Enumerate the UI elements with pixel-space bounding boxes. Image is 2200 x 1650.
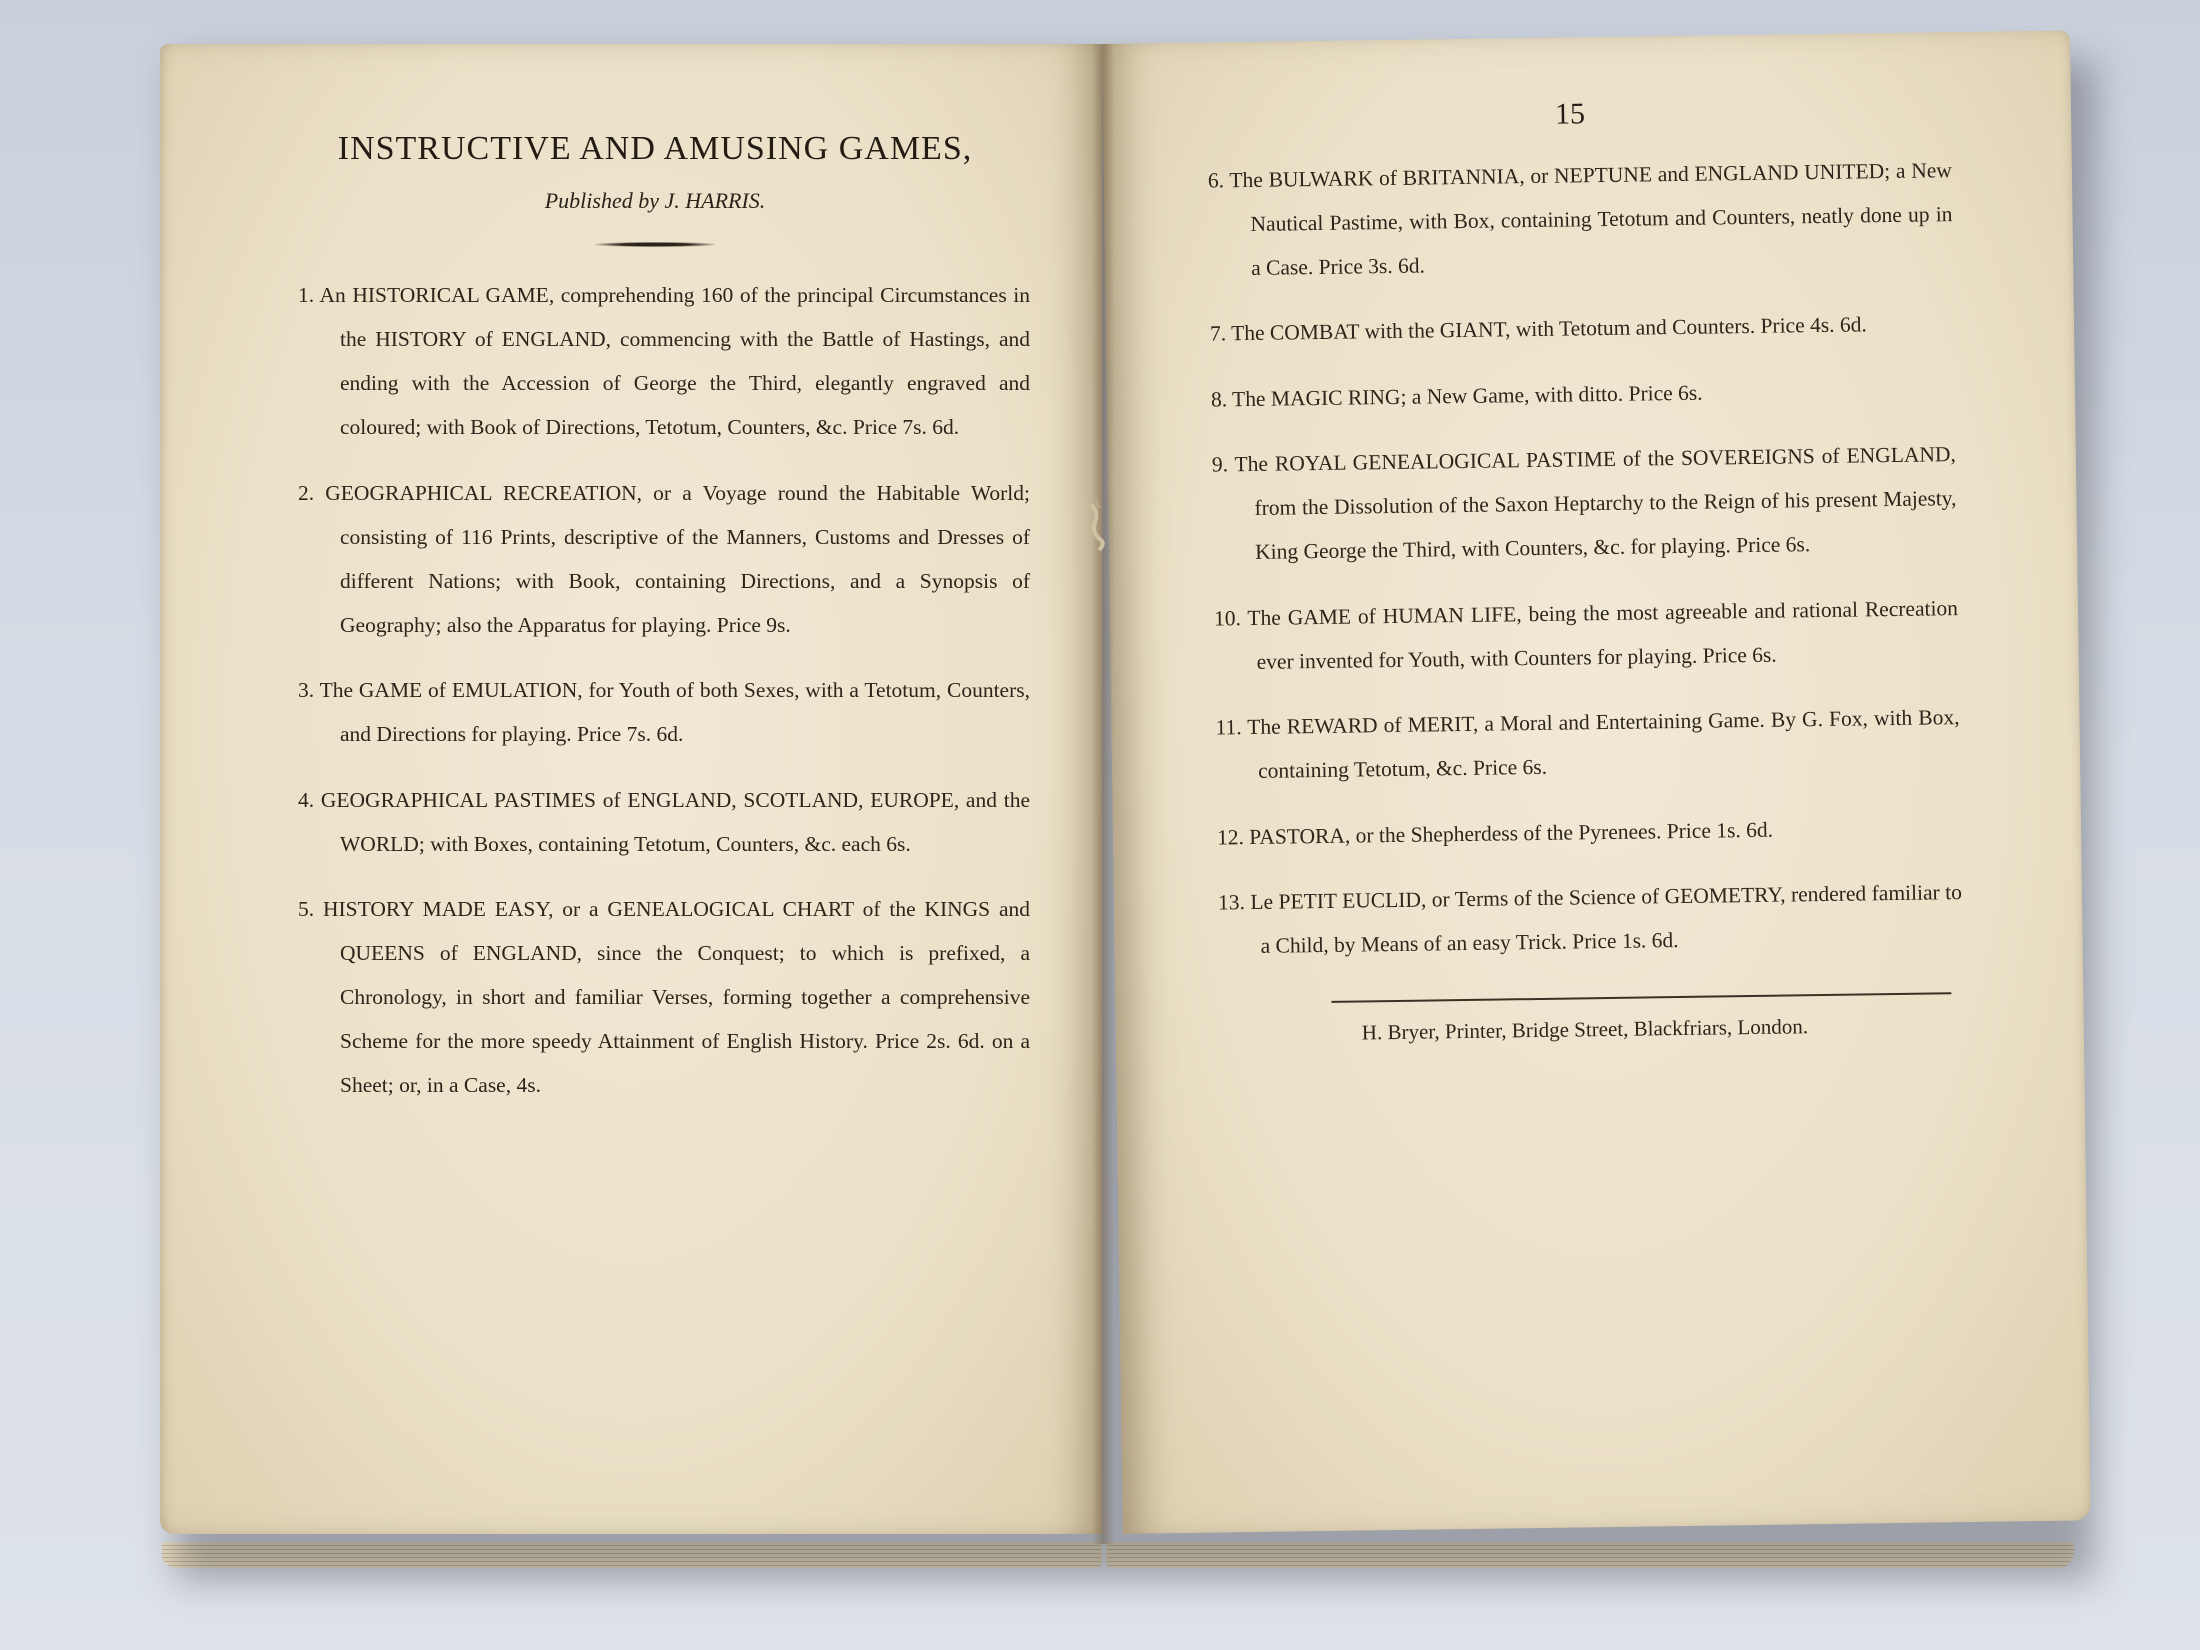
page-heading: INSTRUCTIVE AND AMUSING GAMES,	[337, 130, 973, 167]
page-number: 15	[1554, 97, 1586, 131]
game-entry-5: 5. HISTORY MADE EASY, or a GENEALOGICAL CHART of the KINGS and QUEENS of ENGLAND, since the Conquest; to which is prefixed, a Chronology, in short and familiar Verses, forming together a comprehensive Scheme for the more speedy Attainment of English History. Price 2s. 6d. on a Sheet; or, in a Case, 4s.	[298, 897, 1030, 1097]
game-entry-12: 12. PASTORA, or the Shepherdess of the Pyrenees. Price 1s. 6d.	[1216, 817, 1774, 849]
game-entry-11: 11. The REWARD of MERIT, a Moral and Entertaining Game. By G. Fox, with Box, containing Tetotum, &c. Price 6s.	[1215, 705, 1960, 783]
game-entry-1: 1. An HISTORICAL GAME, comprehending 160 of the principal Circumstances in the HISTORY of ENGLAND, commencing with the Battle of Hastings, and ending with the Accession of George the Third, elegantly engraved and coloured; with Book of Directions, Tetotum, Counters, &c. Price 7s. 6d.	[298, 283, 1030, 439]
left-page	[160, 44, 1102, 1534]
game-entry-8: 8. The MAGIC RING; a New Game, with ditto. Price 6s.	[1210, 380, 1703, 412]
open-book	[160, 44, 2080, 1554]
game-entry-13: 13. Le PETIT EUCLID, or Terms of the Science of GEOMETRY, rendered familiar to a Child, by Means of an easy Trick. Price 1s. 6d.	[1217, 880, 1963, 958]
game-entry-4: 4. GEOGRAPHICAL PASTIMES of ENGLAND, SCOTLAND, EUROPE, and the WORLD; with Boxes, containing Tetotum, Counters, &c. each 6s.	[298, 787, 1030, 856]
imprint-rule	[1331, 992, 1951, 1003]
game-entry-6: 6. The BULWARK of BRITANNIA, or NEPTUNE and ENGLAND UNITED; a New Nautical Pastime, with Box, containing Tetotum and Counters, neatly done up in a Case. Price 3s. 6d.	[1207, 157, 1953, 280]
game-entry-10: 10. The GAME of HUMAN LIFE, being the most agreeable and rational Recreation ever invented for Youth, with Counters for playing. Price 6s.	[1213, 595, 1959, 674]
right-page	[1102, 30, 2091, 1533]
book-gutter	[1092, 44, 1114, 1544]
printer-imprint: H. Bryer, Printer, Bridge Street, Blackfriars, London.	[1361, 1014, 1809, 1045]
ornamental-rule	[595, 242, 715, 247]
binding-thread-icon	[1085, 494, 1111, 554]
game-entry-9: 9. The ROYAL GENEALOGICAL PASTIME of the SOVEREIGNS of ENGLAND, from the Dissolution of the Saxon Heptarchy to the Reign of his present Majesty, King George the Third, with Counters, &c. for playing. Price 6s.	[1211, 442, 1957, 564]
game-entry-3: 3. The GAME of EMULATION, for Youth of both Sexes, with a Tetotum, Counters, and Directions for playing. Price 7s. 6d.	[298, 678, 1030, 746]
game-entry-7: 7. The COMBAT with the GIANT, with Tetotum and Counters. Price 4s. 6d.	[1209, 312, 1867, 346]
publisher-line: Published by J. HARRIS.	[544, 188, 766, 213]
game-entry-2: 2. GEOGRAPHICAL RECREATION, or a Voyage round the Habitable World; consisting of 116 Prints, descriptive of the Manners, Customs and Dresses of different Nations; with Book, containing Directions, and a Synopsis of Geography; also the Apparatus for playing. Price 9s.	[298, 480, 1030, 637]
